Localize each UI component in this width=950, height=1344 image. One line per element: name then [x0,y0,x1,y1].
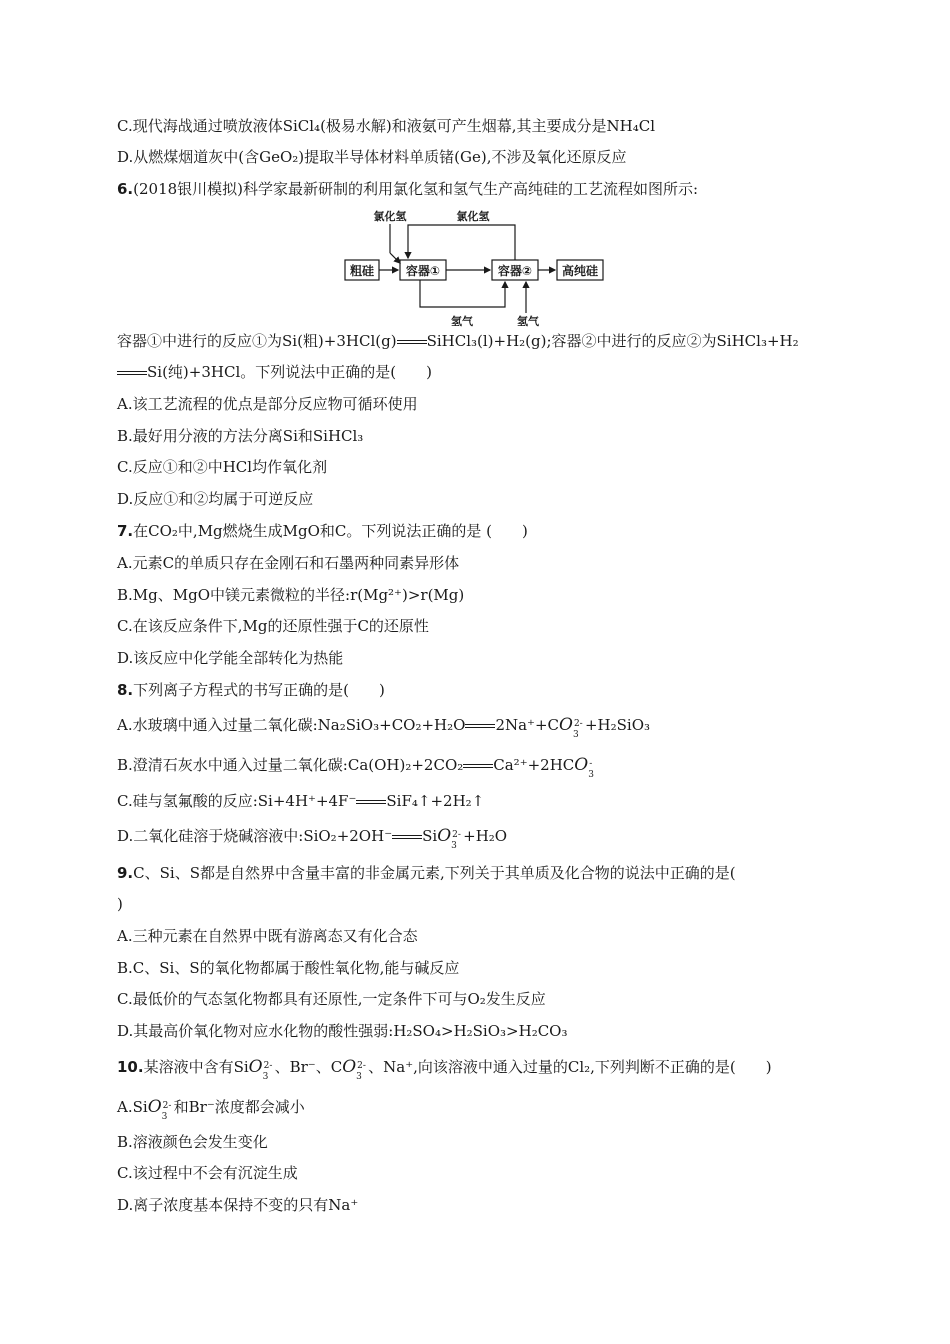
label-h2-recycle: 氢气 [451,315,473,328]
box-crude-silicon: 粗硅 [349,264,375,278]
option-a: A.水玻璃中通入过量二氧化碳:Na₂SiO₃+CO₂+H₂O 2Na⁺+CO 2- 3 +H₂SiO₃ [117,715,650,740]
box-pure-silicon: 高纯硅 [561,264,599,278]
question-number: 6. [117,180,134,198]
option-a: A.三种元素在自然界中既有游离态又有化合态 [117,927,418,945]
option-c: C.硅与氢氟酸的反应:Si+4H⁺+4F⁻ SiF₄↑+2H₂↑ [117,792,485,810]
equal-sign-icon [117,368,147,378]
question-text: 下列离子方程式的书写正确的是( ) [133,681,385,699]
prev-option-d: D.从燃煤烟道灰中(含GeO₂)提取半导体材料单质锗(Ge),不涉及氧化还原反应 [117,148,627,166]
label-hcl-recycle: 氯化氢 [456,210,490,223]
option-c: C.在该反应条件下,Mg的还原性强于C的还原性 [117,617,429,635]
option-d: D.二氧化硅溶于烧碱溶液中:SiO₂+2OH⁻ SiO 2- 3 +H₂O [117,826,508,851]
question-9-stem [117,862,847,884]
label-h2-input: 氢气 [517,315,539,328]
equal-sign-icon [463,761,493,771]
option-d: D.其最高价氧化物对应水化物的酸性强弱:H₂SO₄>H₂SiO₃>H₂CO₃ [117,1022,568,1040]
option-b: B.溶液颜色会发生变化 [117,1133,268,1151]
question-text: (2018银川模拟)科学家最新研制的利用氯化氢和氢气生产高纯硅的工艺流程如图所示: [133,180,699,198]
equal-sign-icon [465,721,495,731]
process-flow-diagram [340,205,620,330]
question-10-stem: 10.某溶液中含有SiO 2- 3 、Br⁻、CO 2- 3 、Na⁺,向该溶液中通入过量的Cl₂,下列判断不正确的是( ) [117,1057,772,1082]
question-6-reaction-2: Si(纯)+3HCl。下列说法中正确的是( ) [117,361,847,383]
option-b: B.最好用分液的方法分离Si和SiHCl₃ [117,427,364,445]
option-d: D.反应①和②均属于可逆反应 [117,490,314,508]
label-hcl-input: 氯化氢 [373,210,407,223]
question-number: 10. [117,1058,144,1076]
question-number: 8. [117,681,134,699]
option-c: C.该过程中不会有沉淀生成 [117,1164,298,1182]
question-6-stem [117,178,847,200]
option-a: A.元素C的单质只存在金刚石和石墨两种同素异形体 [117,554,460,572]
question-number: 7. [117,522,134,540]
option-d: D.离子浓度基本保持不变的只有Na⁺ [117,1196,359,1214]
box-vessel-2: 容器② [497,264,533,278]
option-d: D.该反应中化学能全部转化为热能 [117,649,344,667]
question-text: C、Si、S都是自然界中含量丰富的非金属元素,下列关于其单质及化合物的说法中正确的是( [133,864,736,882]
option-a: A.该工艺流程的优点是部分反应物可循环使用 [117,395,418,413]
option-a: A.SiO 2- 3 和Br⁻浓度都会减小 [117,1097,305,1122]
option-c: C.反应①和②中HCl均作氧化剂 [117,458,328,476]
option-b: B.C、Si、S的氧化物都属于酸性氧化物,能与碱反应 [117,959,460,977]
question-7-stem [117,520,847,542]
box-vessel-1: 容器① [405,264,441,278]
equal-sign-icon [392,832,422,842]
question-8-stem [117,679,847,701]
option-b: B.Mg、MgO中镁元素微粒的半径:r(Mg²⁺)>r(Mg) [117,586,465,604]
prev-option-c: C.现代海战通过喷放液体SiCl₄(极易水解)和液氨可产生烟幕,其主要成分是NH₄Cl [117,117,656,135]
question-number: 9. [117,864,134,882]
question-text: 在CO₂中,Mg燃烧生成MgO和C。下列说法正确的是 ( ) [133,522,528,540]
equal-sign-icon [397,337,427,347]
question-9-stem-cont: ) [117,895,123,913]
option-c: C.最低价的气态氢化物都具有还原性,一定条件下可与O₂发生反应 [117,990,546,1008]
option-b: B.澄清石灰水中通入过量二氧化碳:Ca(OH)₂+2CO₂ Ca²⁺+2HCO - 3 [117,755,594,780]
equal-sign-icon [356,797,386,807]
question-6-reaction-1: 容器①中进行的反应①为Si(粗)+3HCl(g) SiHCl₃(l)+H₂(g);容器②中进行的反应②为SiHCl₃+H₂ [117,332,799,350]
